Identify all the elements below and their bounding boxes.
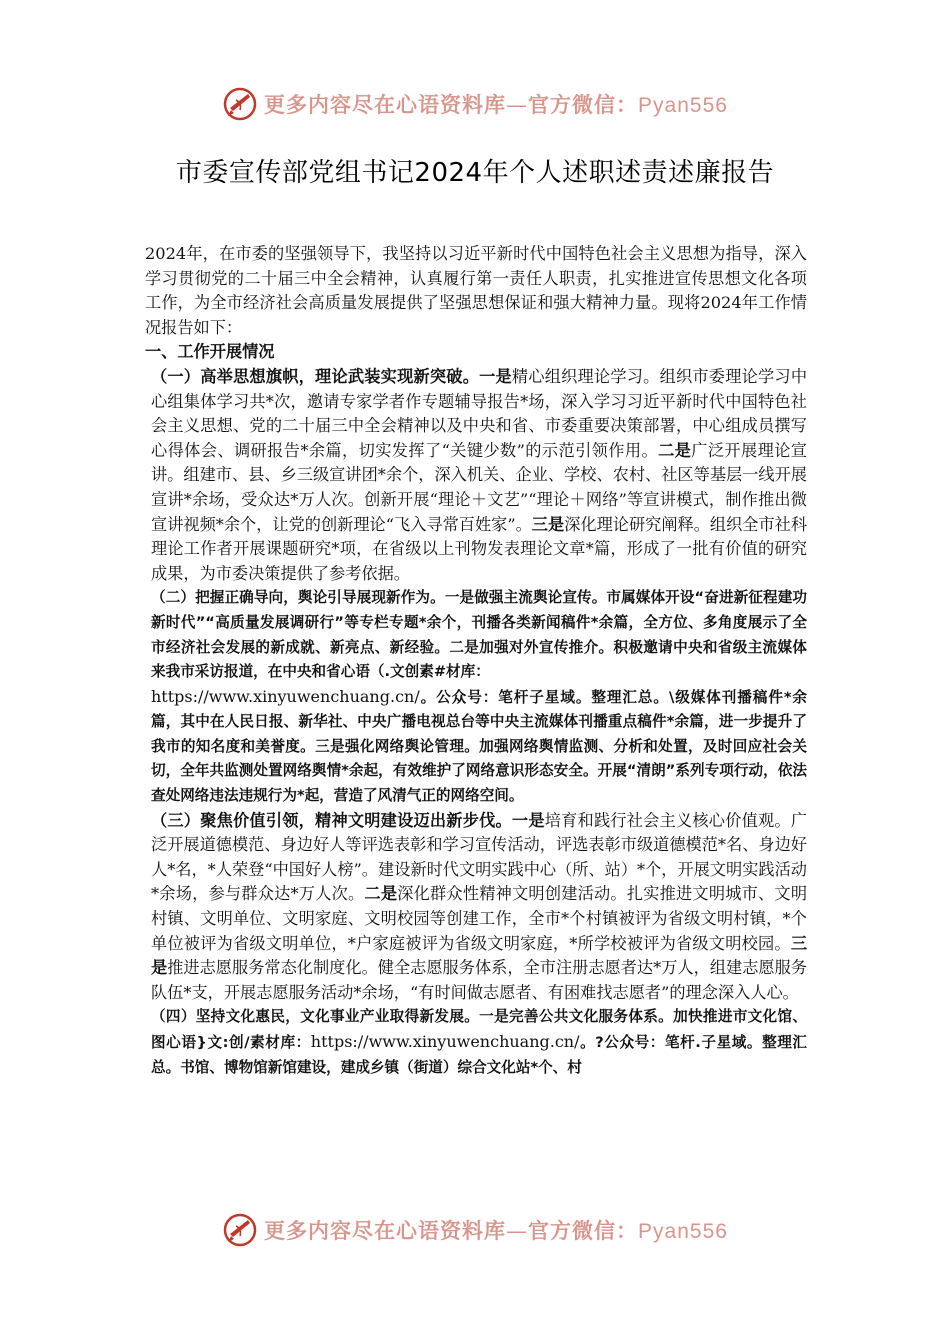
logo-icon xyxy=(222,86,258,122)
banner-wechat-label: 官方微信： xyxy=(528,93,639,117)
part-3-heading: （三）聚焦价值引领，精神文明建设迈出新步伐。 xyxy=(151,810,512,830)
banner-separator: — xyxy=(506,1219,529,1243)
part-1-text-3: 深化理论研究阐释。组织全市社科理论工作者开展课题研究*项，在省级以上刊物发表理论文章*篇，形成了一批有价值的研究成果，为市委决策提供了参考依据。 xyxy=(151,514,808,583)
part-1-keyword-1: 一是 xyxy=(479,366,512,386)
part-3-keyword-2: 二是 xyxy=(364,884,398,904)
banner-text xyxy=(264,89,728,119)
part-4-paragraph xyxy=(145,1005,807,1080)
part-1-keyword-2: 二是 xyxy=(658,440,692,460)
part-4-text-b: 。?公众号：笔杆.子星域。整理汇总。书馆、博物馆新馆建设，建成乡镇（街道）综合文化站*个、村 xyxy=(151,1034,807,1076)
part-2-text-b: 。公众号：笔杆子星域。整理汇总。\级媒体刊播稿件*余篇，其中在人民日报、新华社、中央广播电视总台等中央主流媒体刊播重点稿件*余篇，进一步提升了我市的知名度和美誉度。三是强化网络舆论管理。加强网络舆情监测、分析和处置，及时回应社会关切，全年共监测处置网络舆情*余起，有效维护了网络意识形态安全。开展“清朗”系列专项行动，依法查处网络违法违规行为*起，营造了风清气正的网络空间。 xyxy=(151,688,807,805)
intro-paragraph: 2024年，在市委的坚强领导下，我坚持以习近平新时代中国特色社会主义思想为指导，深入学习贯彻党的二十届三中全会精神，认真履行第一责任人职责，扎实推进宣传思想文化各项工作，为全市经济社会高质量发展提供了坚强思想保证和强大精神力量。现将2024年工作情况报告如下： xyxy=(145,244,807,337)
banner-separator: — xyxy=(506,93,529,117)
part-3-text-3: 推进志愿服务常态化制度化。健全志愿服务体系，全市注册志愿者达*万人，组建志愿服务队伍*支，开展志愿服务活动*余场，“有时间做志愿者、有困难找志愿者”的理念深入人心。 xyxy=(151,958,808,1002)
part-3-keyword-1: 一是 xyxy=(511,810,545,830)
header-banner xyxy=(0,84,950,124)
banner-wechat-id: Pyan556 xyxy=(638,94,728,117)
part-3-text-1: 培育和践行社会主义核心价值观。广泛开展道德模范、身边好人等评选表彰和学习宣传活动，评选表彰市级道德模范*名、身边好人*名，*人荣登“中国好人榜”。建设新时代文明实践中心（所、站）*个，开展文明实践活动*余场，参与群众达*万人次。 xyxy=(151,810,808,904)
document-title: 市委宣传部党组书记2024年个人述职述责述廉报告 xyxy=(175,158,775,188)
part-4-text-a: （四）坚持文化惠民，文化事业产业取得新发展。一是完善公共文化服务体系。加快推进市文化馆、图心语}文:创/素材库： xyxy=(151,1008,807,1051)
section-heading: 一、工作开展情况 xyxy=(145,342,275,362)
part-1-paragraph xyxy=(145,365,807,586)
part-1-keyword-3: 三是 xyxy=(531,514,565,534)
part-3-paragraph xyxy=(145,809,807,1006)
footer-banner xyxy=(0,1210,950,1250)
part-1-heading: （一）高举思想旗帜，理论武装实现新突破。 xyxy=(151,366,480,386)
part-4-url: https://www.xinyuwenchuang.cn/ xyxy=(310,1032,580,1051)
banner-slogan: 更多内容尽在心语资料库 xyxy=(264,93,507,117)
banner-wechat-label: 官方微信： xyxy=(528,1219,639,1243)
part-2-paragraph xyxy=(145,586,807,808)
part-2-text-a: （二）把握正确导向，舆论引导展现新作为。一是做强主流舆论宣传。市属媒体开设“奋进新征程建功新时代”“高质量发展调研行”等专栏专题*余个，刊播各类新闻稿件*余篇，全方位、多角度展示了全市经济社会发展的新成就、新亮点、新经验。二是加强对外宣传推介。积极邀请中央和省级主流媒体来我市采访报道，在中央和省心语（.文创素#材库： xyxy=(151,589,807,681)
part-1-text-1: 精心组织理论学习。组织市委理论学习中心组集体学习共*次，邀请专家学者作专题辅导报告*场，深入学习习近平新时代中国特色社会主义思想、党的二十届三中全会精神以及中央和省、市委重要决策部署，中心组成员撰写心得体会、调研报告*余篇，切实发挥了“关键少数”的示范引领作用。 xyxy=(151,366,808,460)
banner-wechat-id: Pyan556 xyxy=(638,1220,728,1243)
part-3-text-2: 深化群众性精神文明创建活动。扎实推进文明城市、文明村镇、文明单位、文明家庭、文明校园等创建工作，全市*个村镇被评为省级文明村镇，*个单位被评为省级文明单位，*户家庭被评为省级文明家庭，*所学校被评为省级文明校园。 xyxy=(151,884,808,953)
banner-text xyxy=(264,1215,728,1245)
part-2-url: https://www.xinyuwenchuang.cn/ xyxy=(151,686,420,706)
banner-slogan: 更多内容尽在心语资料库 xyxy=(264,1219,507,1243)
part-3-keyword-3: 三是 xyxy=(151,933,807,978)
logo-icon xyxy=(222,1212,258,1248)
document-body xyxy=(145,242,807,1080)
part-1-text-2: 广泛开展理论宣讲。组建市、县、乡三级宣讲团*余个，深入机关、企业、学校、农村、社区等基层一线开展宣讲*余场，受众达*万人次。创新开展“理论＋文艺”“理论＋网络”等宣讲模式，制作推出微宣讲视频*余个，让党的创新理论“飞入寻常百姓家”。 xyxy=(151,440,807,534)
